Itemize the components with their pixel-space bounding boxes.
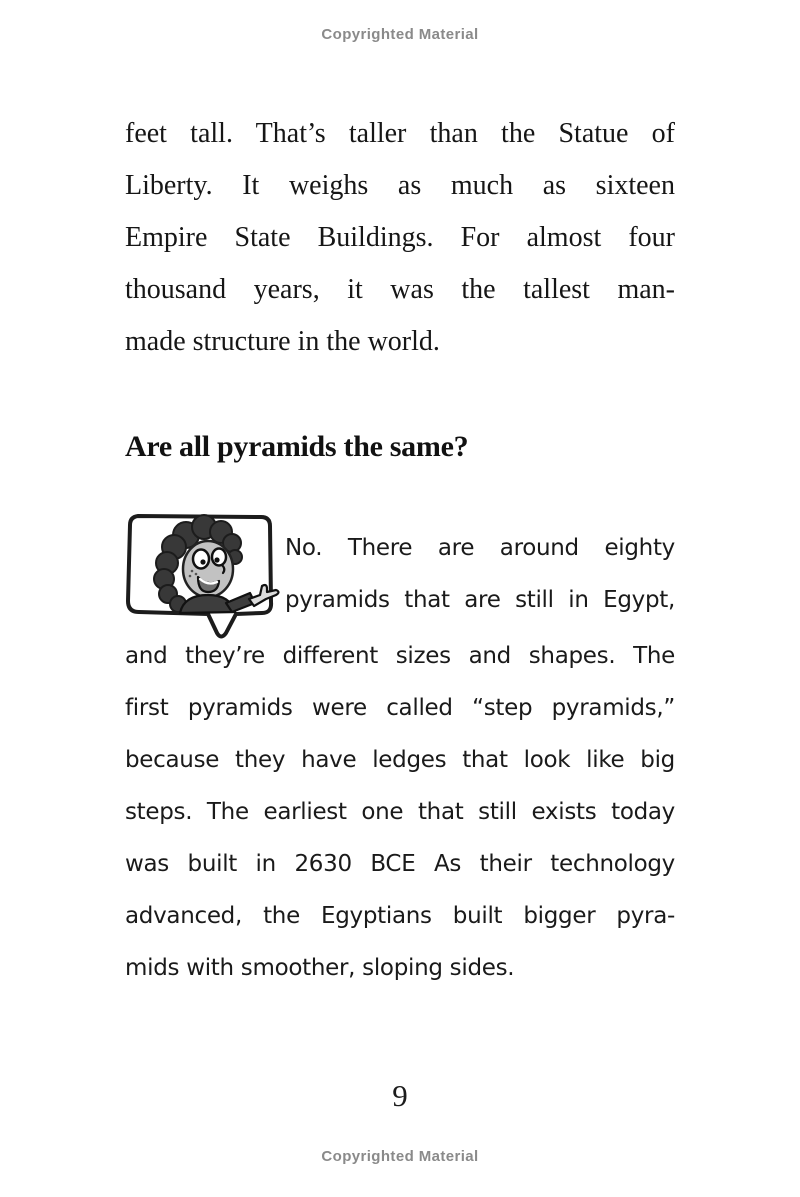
answer-line: advanced, the Egyptians built bigger pyra- — [125, 903, 675, 929]
kid-speech-bubble-illustration — [122, 505, 282, 645]
answer-line: was built in 2630 BCE As their technology — [125, 851, 675, 877]
answer-line: pyramids that are still in Egypt, — [285, 587, 675, 613]
paragraph-line: made structure in the world. — [125, 326, 440, 357]
answer-text-beside-illustration — [285, 522, 675, 626]
paragraph-line: Empire State Buildings. For almost four — [125, 222, 675, 253]
intro-paragraph — [125, 108, 675, 368]
copyright-notice-top: Copyrighted Material — [321, 26, 479, 43]
answer-line: and they’re different sizes and shapes. The — [125, 643, 675, 669]
answer-line: mids with smoother, sloping sides. — [125, 955, 515, 981]
answer-line: No. There are around eighty — [285, 535, 675, 561]
section-heading: Are all pyramids the same? — [125, 430, 469, 463]
page-number: 9 — [392, 1078, 408, 1113]
paragraph-line: feet tall. That’s taller than the Statue of — [125, 118, 675, 149]
paragraph-line: Liberty. It weighs as much as sixteen — [125, 170, 675, 201]
answer-line: steps. The earliest one that still exists today — [125, 799, 675, 825]
copyright-notice-bottom: Copyrighted Material — [321, 1148, 479, 1165]
kid-speech-bubble-icon — [122, 505, 282, 645]
answer-text-full-width — [125, 630, 675, 994]
paragraph-line: thousand years, it was the tallest man- — [125, 274, 675, 305]
answer-line: because they have ledges that look like big — [125, 747, 675, 773]
answer-line: first pyramids were called “step pyramids,” — [125, 695, 675, 721]
